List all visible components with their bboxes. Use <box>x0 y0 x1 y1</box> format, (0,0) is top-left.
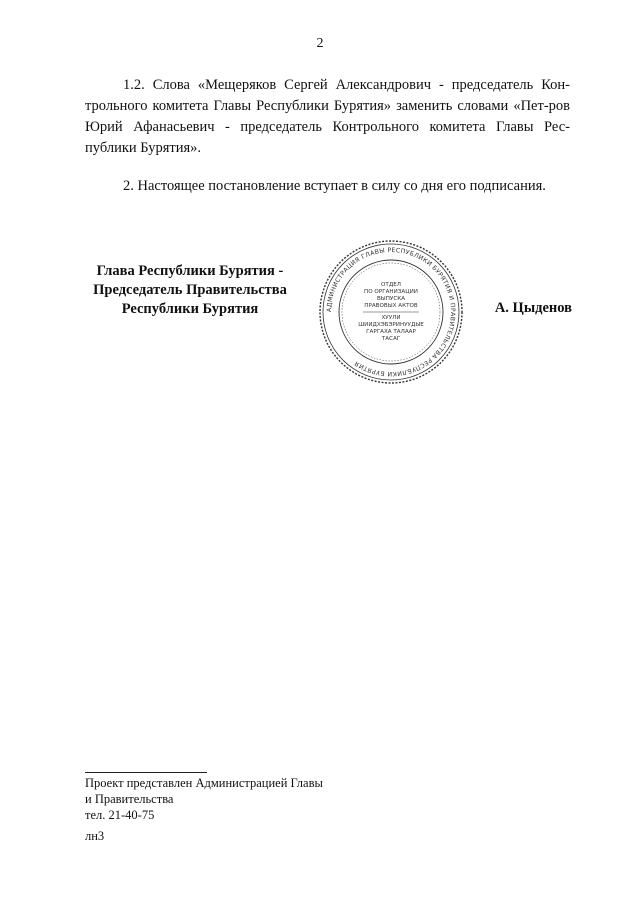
seal-center-line: ХУУЛИ <box>381 315 401 321</box>
seal-center-line: ВЫПУСКА <box>376 296 406 302</box>
official-seal <box>318 239 464 385</box>
seal-center-line: ШИИДХЭБЭРИНУУДЫЕ <box>358 322 424 328</box>
signatory-title-line: Глава Республики Бурятия - <box>96 263 284 279</box>
footnote <box>85 775 323 823</box>
signatory-name: А. Цыденов <box>494 300 572 316</box>
seal-center-line: ОТДЕЛ <box>381 282 401 288</box>
signatory-title <box>85 262 295 319</box>
seal-center-line: ТАСАГ <box>381 336 401 342</box>
seal-center-line: ПРАВОВЫХ АКТОВ <box>364 303 418 309</box>
footnote-divider <box>85 772 207 773</box>
paragraph-1-2: 1.2. Слова «Мещеряков Сергей Александрович - председатель Кон-трольного комитета Главы Республики Бурятия» заменить словами «Пет-ров Юрий Афанасьевич - председатель Контрольного комитета Главы Рес-публики Бурятия». <box>85 77 570 156</box>
footnote-line: и Правительства <box>85 792 174 806</box>
document-code: лн3 <box>85 829 105 843</box>
footnote-line: тел. 21-40-75 <box>85 808 155 822</box>
seal-center-line: ГАРГАХА ТАЛААР <box>366 329 416 335</box>
signatory-title-line: Председатель Правительства <box>93 282 287 298</box>
footnote-line: Проект представлен Администрацией Главы <box>85 776 323 790</box>
signatory-title-line: Республики Бурятия <box>121 301 259 317</box>
paragraph-2: 2. Настоящее постановление вступает в силу со дня его подписания. <box>123 178 546 194</box>
page-number: 2 <box>316 36 324 51</box>
seal-center-line: ПО ОРГАНИЗАЦИИ <box>364 289 418 295</box>
seal-outer-text: АДМИНИСТРАЦИЯ ГЛАВЫ РЕСПУБЛИКИ БУРЯТИЯ И ПРАВИТЕЛЬСТВА РЕСПУБЛИКИ БУРЯТИЯ <box>325 246 457 378</box>
